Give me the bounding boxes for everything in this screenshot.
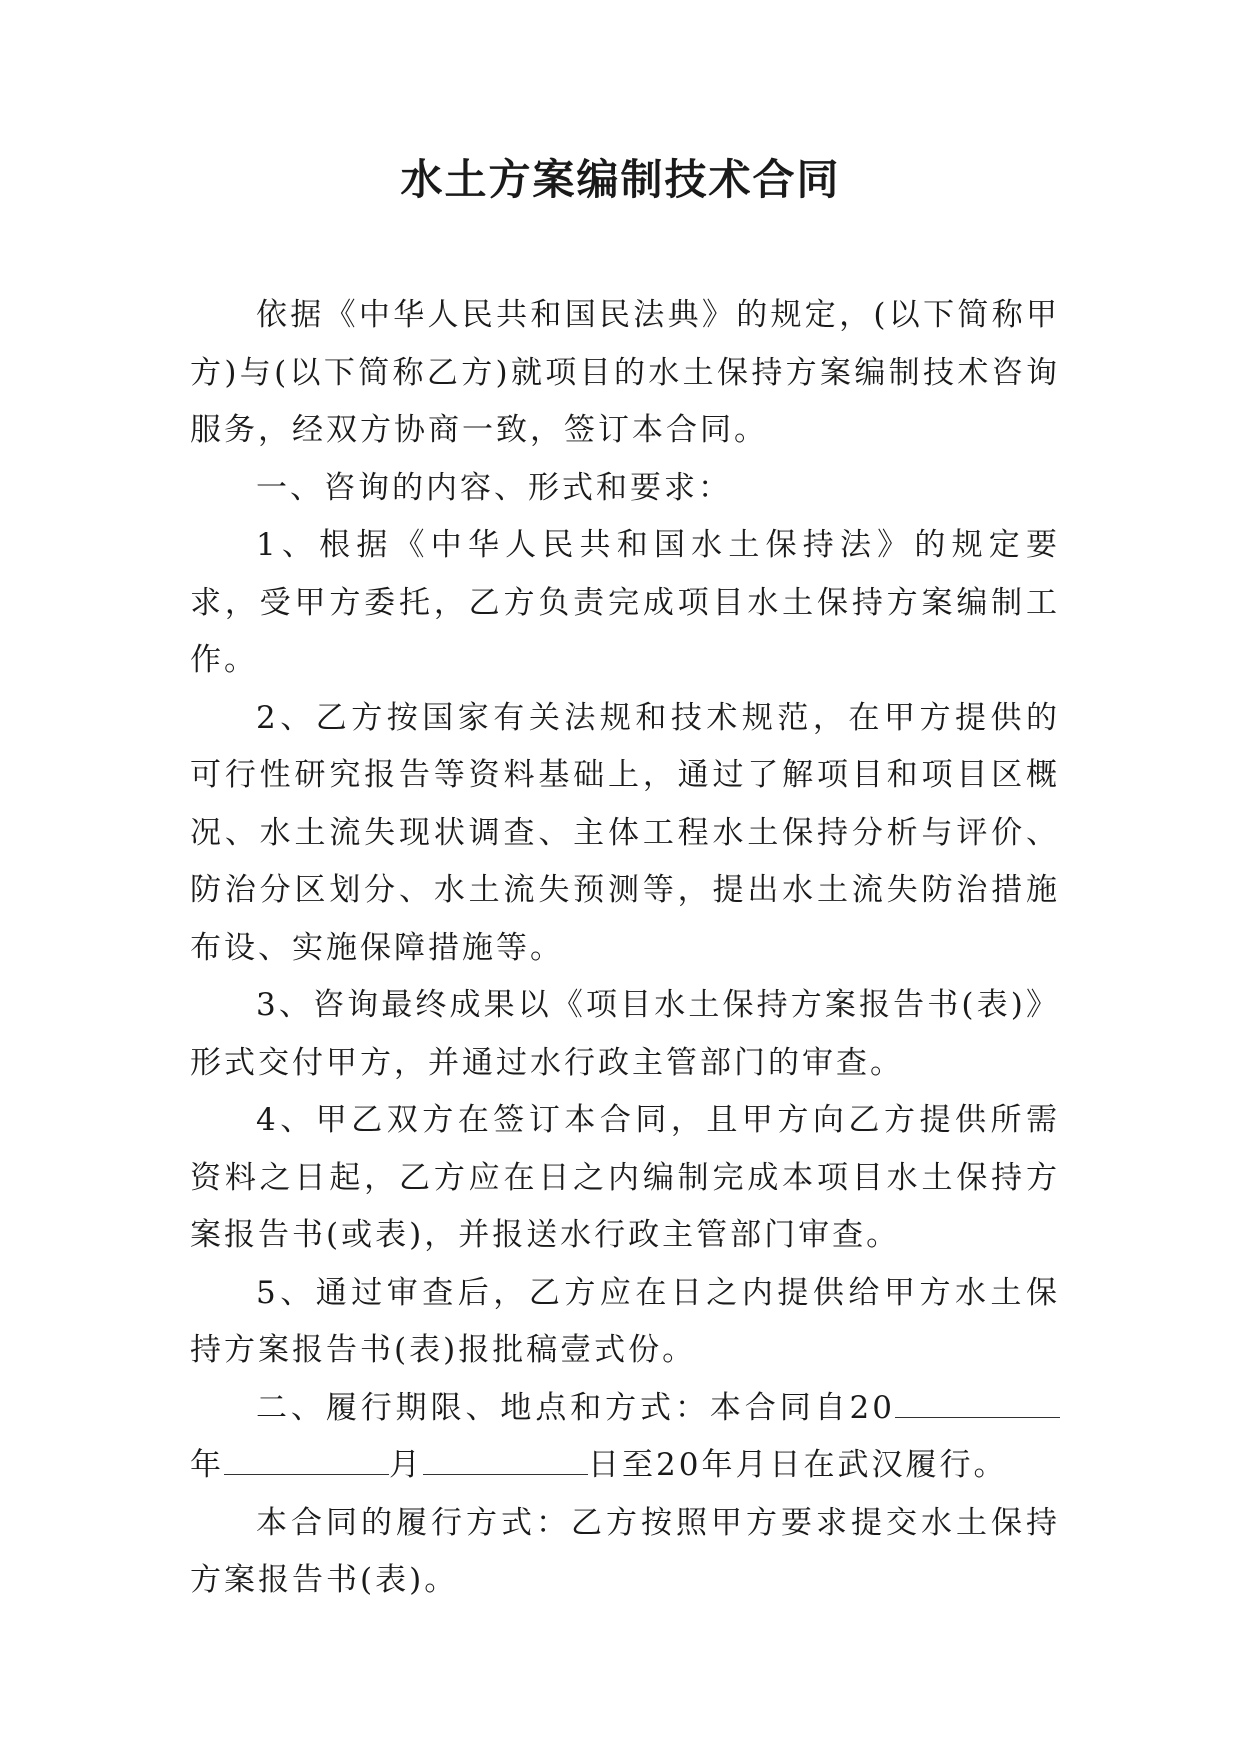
day-blank xyxy=(423,1444,588,1475)
document-title: 水土方案编制技术合同 xyxy=(400,155,841,204)
term-clause xyxy=(190,1380,1060,1495)
document-body xyxy=(190,287,1060,1610)
term-clause-suffix: 日至20年月日在武汉履行。 xyxy=(588,1447,1008,1483)
term-clause-prefix: 二、履行期限、地点和方式：本合同自20 xyxy=(256,1389,895,1426)
term-month-label: 月 xyxy=(389,1447,423,1483)
closing-paragraph: 本合同的履行方式：乙方按照甲方要求提交水土保持方案报告书(表)。 xyxy=(190,1504,1060,1598)
clause-2: 2、乙方按国家有关法规和技术规范，在甲方提供的可行性研究报告等资料基础上，通过了解项目和项目区概况、水土流失现状调查、主体工程水土保持分析与评价、防治分区划分、水土流失预测等，提出水土流失防治措施布设、实施保障措施等。 xyxy=(190,699,1060,966)
year-blank xyxy=(895,1387,1060,1418)
intro-paragraph: 依据《中华人民共和国民法典》的规定，(以下简称甲方)与(以下简称乙方)就项目的水土保持方案编制技术咨询服务，经双方协商一致，签订本合同。 xyxy=(190,297,1060,448)
clause-4: 4、甲乙双方在签订本合同，且甲方向乙方提供所需资料之日起，乙方应在日之内编制完成本项目水土保持方案报告书(或表)，并报送水行政主管部门审查。 xyxy=(190,1102,1060,1253)
clause-3: 3、咨询最终成果以《项目水土保持方案报告书(表)》形式交付甲方，并通过水行政主管部门的审查。 xyxy=(190,987,1060,1081)
month-blank xyxy=(224,1444,389,1475)
clause-5: 5、通过审查后，乙方应在日之内提供给甲方水土保持方案报告书(表)报批稿壹式份。 xyxy=(190,1274,1060,1368)
section-heading-consulting: 一、咨询的内容、形式和要求： xyxy=(256,469,732,506)
clause-1: 1、根据《中华人民共和国水土保持法》的规定要求，受甲方委托，乙方负责完成项目水土保持方案编制工作。 xyxy=(190,527,1060,678)
term-year-label: 年 xyxy=(190,1447,224,1483)
